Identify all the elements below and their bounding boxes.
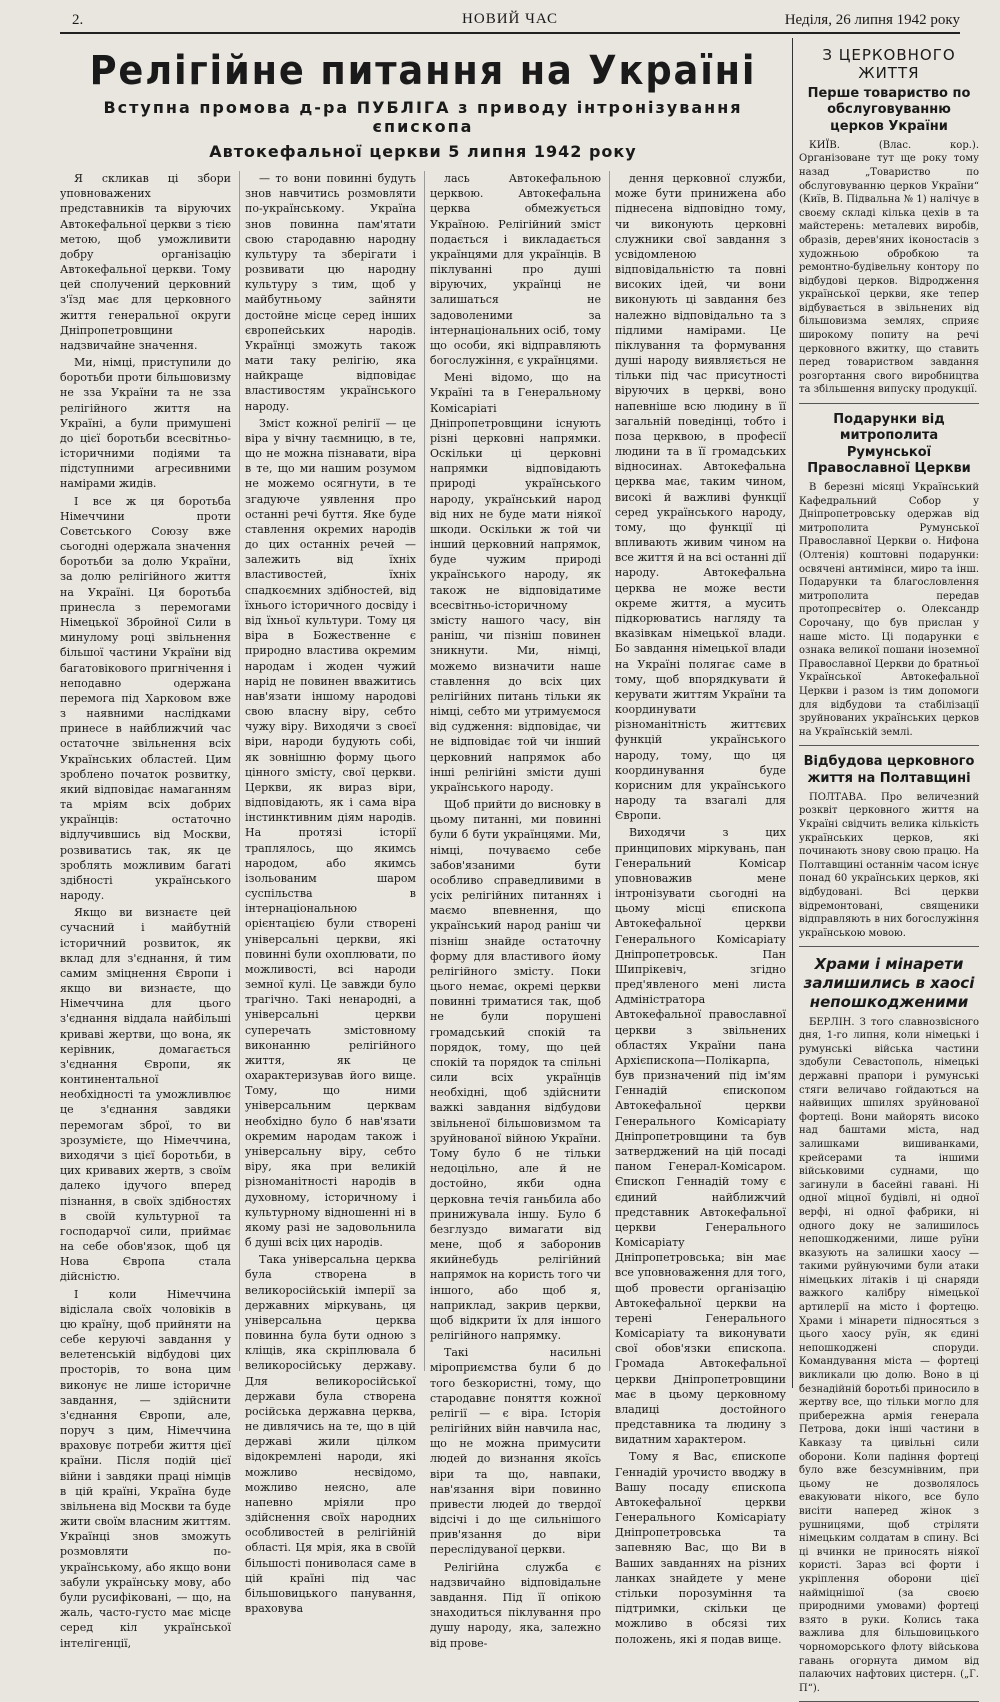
paragraph: Тому я Вас, єпископе Геннадій урочисто вводжу в Вашу посаду єпископа Автокефальної церкви Генерального Комісаріату Дніпропетровська та запевняю Вас, що Ви в Ваших завданнях на різних ланках знайдете у мене стільки порозуміння та підтримки, скільки це можливо в обсязі тих положень, які я подав вище. xyxy=(615,1450,786,1646)
article-subtitle-line2: Автокефальної церкви 5 липня 1942 року xyxy=(209,142,637,161)
article-columns xyxy=(60,171,786,1650)
news-item xyxy=(799,86,979,404)
article-column-1 xyxy=(60,171,231,1650)
news-item-title: Відбудова церковного життя на Полтавщині xyxy=(803,754,975,786)
news-item-text: В березні місяці Український Кафедральний Собор у Дніпропетровську одержав від митрополита Румунської Православної Церкви о. Нифона (Олтенія) коштовні подарунки: освячені антимінси, миро та інш. Подарунки та благословлення митрополита передав протопресвітер о. Олександр Сорочану, що був прислан у наше місто. Ці подарунки є ознака великої пошани іноземної Православної Церкви до братньої Української Автокефальної Церкви і разом із тим допомоги для відбудови та стабілізації зруйнованих українських церков на Українській землі. xyxy=(799,482,979,738)
issue-date: Неділя, 26 липня 1942 року xyxy=(784,12,960,28)
news-item-title: Перше товариство по обслуговуванню церков України xyxy=(807,86,971,134)
paragraph: Ми, німці, приступили до боротьби проти більшовизму не зза України та не зза релігійного життя на Україні, а були примушені до цієї боротьби всесвітньо-історичними подіями та підступними агресивними намірами жидів. xyxy=(60,356,231,491)
article-column-4 xyxy=(609,171,786,1646)
sidebar-rubric: З ЦЕРКОВНОГО ЖИТТЯ xyxy=(822,46,956,82)
paragraph: І все ж ця боротьба Німеччини проти Совєтського Союзу вже сьогодні одержала значення боротьби за долю України, за долю релігійного життя на Україні. Ця боротьба принесла з перемогами Німецької Збройної Сили в минулому році звільнення більшої частини України від багатовікового пригнічення і неподавно одержана перемога під Харковом вже з наявними наслідками принесе в найближчий час остаточне звільнення всіх Українських областей. Цим зроблено початок розвитку, який відповідає намаганням та мріям всіх добрих українців: остаточно відлучившись від Москви, розвиватись так, як це зроблять можливим багаті здібності українського народу. xyxy=(60,494,231,903)
article-column-2 xyxy=(239,171,416,1616)
paragraph: Релігійна служба є надзвичайно відповідальне завдання. Під її опікою знаходиться піклування про душу народу, яка, залежно від прове- xyxy=(430,1560,601,1650)
news-item-text: КИЇВ. (Влас. кор.). Організоване тут ще року тому назад „Товариство по обслуговуванню церков України“ (Київ, В. Підвальна № 1) налічує в своєму складі кілька цехів в та майстерень: металевих виробів, образів, дерев'яних іконостасів з художньою обробкою та ремонтно-будівельну контору по відбудові церков. Відродження української церкви, яке тепер відбувається в звільнених від більшовизма землях, сприяє широкому попиту на речі церковного вжитку, що ставить перед товариством завдання розгортання свого виробництва та збільшення випуску продукції. xyxy=(799,139,979,396)
news-item xyxy=(799,754,979,947)
article-title: Релігійне питання на Україні xyxy=(89,48,757,94)
paragraph: І коли Німеччина відіслала своїх чоловіків в цю країну, щоб прийняти на себе керуючі завдання у велетенській відбудові цих просторів, то вона цим виконує не лише історичне завдання, — здійснити з'єднання Європи, але, поруч з цим, Німеччина враховує потреби життя цієї країни. Після подій цієї війни і завдяки праці німців в цій країні, Україна буде звільнена від Москви та буде жити своїм власним життям. Українці знов зможуть розмовляти по-українському, або якщо вони забули українську мову, або були русифіковані, — що, на жаль, часто-густо має місце серед кіл української інтелігенції, xyxy=(60,1287,231,1650)
paragraph: Виходячи з цих принципових міркувань, пан Генеральний Комісар уповноважив мене інтронізувати сьогодні на цьому місці єпископа Автокефальної церкви Генерального Комісаріату Дніпропетровськ. Пан Шипрікевіч, згідно пред'явленого мені листа Адміністратора Автокефальної православної церкви з звільнених областях України пана Архієпископа—Полікарпа, був призначений під ім'ям Геннадій єпископом Автокефальної церкви Генерального Комісаріату Дніпропетровщини та був затверджений на цій посаді паном Генерал-Комісаром. Єпископ Геннадій тому є єдиний найближчий представник Автокефальної церкви Генерального Комісаріату Дніпропетровська; він має все уповноваження для того, щоб провести організацію Автокефальної церкви на терені Генерального Комісаріату та виконувати свої обов'язки єпископа. Громада Автокефальної церкви Дніпропетровщини має в цьому церковному владиці достойного представника та людину з видатним характером. xyxy=(615,826,786,1447)
paragraph: Така універсальна церква була створена в великоросійській імперії за державних міркувань, ця універсальна церква повинна була бути одною з кліщів, яка скріплювала б великоросійську державу. Для великоросійської держави була створена російська державна церква, не дивлячись на те, що в цій державі жили цілком відокремлені народи, які можливо несвідомо, можливо неясно, але напевно мріяли про здійснення своїх народних особливостей в релігійній області. Ця мрія, яка в своїй більшості пониволася саме в цій країні під час більшовицького панування, враховува xyxy=(245,1253,416,1616)
news-item-text: БЕРЛІН. З того славнозвісного дня, 1-го липня, коли німецькі і румунські війська частини здобули Севастополь, німецькі державні прапори і румунські стяги величаво гойдаються на найвищих шпилях зруйнованої фортеці. Вони майорять високо над баштами міста, над залишками вишиванками, крейсерами та іншими військовими суднами, що загинули в басейні гавані. Ні одної міцної будівлі, ні одної верфі, ні одної фабрики, ні одного доку не залишилось непошкодженими, лише руїни вказують на залишки хаосу — такими руйнуючими були атаки німецьких літаків і ці снаряди важкого калібру німецької артилерії на місто і фортецю. Храми і мінарети підносяться з цього хаосу руїн, як єдині непошкоджені споруди. Командування міста — фортеці викликали цю долю. Воно в ці безнадійній боротьбі приносило в жертву все, що тільки могло для прибережна армія генерала Петрова, доки інші частини в Кавказу та цивільні сили оборони. Коли падіння фортеці було вже безсумнівним, при цьому не дозволялось евакуювати нікого, все було висіти наперед жінок з рушницями, щоб стріляти німецьким солдатам в спину. Всі ці вчинки не приносять ніякої користі. Зараз всі форти і укріплення оборони цієї найміцнішої (за своєю природними умовами) фортеці взято в руки. Колись така важлива для більшовицького чорноморського флоту військова гавань огорнута димом від палаючих нафтових цистерн. („Г. П“). xyxy=(799,1016,979,1694)
paragraph: Такі насильні міроприємства були б до того безкористні, тому, що стародавнє поняття кожної релігії — є віра. Історія релігійних війн навчила нас, що не можна примусити людей до визнання якоїсь віри та що, навпаки, нав'язання віри повинно привести людей до твердої відсічі і до ще сильнішого прив'язання до віри переслідуваної церкви. xyxy=(430,1346,601,1557)
page-number: 2. xyxy=(72,12,84,28)
sidebar-church-news xyxy=(792,38,979,1694)
newspaper-name: НОВИЙ ЧАС xyxy=(462,11,558,27)
news-item xyxy=(799,955,979,1702)
main-article xyxy=(60,38,786,1650)
article-column-3 xyxy=(424,171,601,1650)
paragraph: Мені відомо, що на Україні та в Генеральному Комісаріаті Дніпропетровщини існують різні церковні напрямки. Оскільки ці церковні напрямки відповідають природі українського народу, український народ від них не буде мати ніякої шкоди. Оскільки ж той чи інший церковний напрямок, буде чужим природі українського народу, як також не відповідатиме всесвітньо-історичному змісту нашого часу, він раніш, чи пізніш повинен зникнути. Ми, німці, можемо визначити наше ставлення до всіх цих релігійних питань тільки як німці, себто ми утримуємося від судження: відповідає, чи не відповідає той чи інший церковний напрямок або інші релігійні змісти душі українського народу. xyxy=(430,371,601,794)
paragraph: — то вони повинні будуть знов навчитись розмовляти по-українському. Україна знов повинна пам'ятати свою стародавню народну культуру та зберігати і розвивати цю народну культуру з тим, щоб у майбутньому зайняти достойне місце серед інших європейських народів. Українці зможуть також мати таку релігію, яка найкраще відповідає властивостям українського народу. xyxy=(245,172,416,413)
news-item-title: Храми і мінарети залишились в хаосі непошкодженими xyxy=(803,955,975,1011)
news-item-text: ПОЛТАВА. Про величезний розквіт церковного життя на Україні свідчить велика кількість українських церков, які починають знову свою працю. На Полтавщині останнім часом існує понад 60 українських церков, які відбудовані. Всі церкви відремонтовані, священики відправляють в них богослужіння українською мовою. xyxy=(799,791,979,939)
paragraph: лась Автокефальною церквою. Автокефальна церква обмежується Україною. Релігійний зміст подається і викладається українцями для українців. В піклуванні про душі віруючих, українці не залишаться не задоволеними за інтернаціональних осіб, тому що особи, які відправляють богослужіння, є українцями. xyxy=(430,172,601,368)
news-item xyxy=(799,412,979,746)
paragraph: Щоб прийти до висновку в цьому питанні, ми повинні були б бути українцями. Ми, німці, почуваємо себе забов'язаними бути особливо справедливими в усіх релігійних питаннях і маємо впевнення, що український народ раніш чи пізніш знайде остаточну форму для властивого йому релігійного змісту. Поки цього немає, окремі церкви повинні триматися так, щоб не були порушені громадський спокій та порядок, тому, що цей спокій та порядок та спільні сили всіх українців необхідні, щоб здійснити важкі завдання відбудови звільненої більшовизмом та зруйнованої війною України. Тому було б не тільки недоцільно, але й не достойно, якби одна церковна течія ганьбила або принижувала іншу. Було б безглуздо вимагати від мене, щоб я заборонив якийнебудь релігійний напрямок на користь того чи іншого, або щоб я, наприклад, закрив церкви, щоб відкрити їх для іншого релігійного напрямку. xyxy=(430,798,601,1343)
page-header xyxy=(60,8,960,34)
paragraph: Зміст кожної релігії — це віра у вічну таємницю, в те, що не можна пізнавати, віра в те, що ми нашим розумом не можемо осягнути, в те згадуюче уявлення про останні речі буття. Яке буде ставлення окремих народів до цих останніх речей — залежить від їхніх властивостей, їхніх спадкоємних здібностей, від їхнього історичного досвіду і від їхньої культури. Тому ця віра в Божественне є природно властива окремим народам і жоден чужий нарід не повинен вважитись нав'язати іншому народові свою власну віру, себто чужу віру. Виходячи з своєї віри, народи будують собі, як зовнішню форму цього цінного змісту, свої церкви. Церкви, як вираз віри, відповідають, як і сама віра інстинктивним діям народів. На протязі історії траплялось, що якимсь народом, або якимсь ізольованим шаром суспільства в інтернаціональною орієнтацією були створені універсальні церкви, які повинні були охоплювати, по можливості, всі народи земної кулі. Це завжди було трагічно. Такі ненародні, а універсальні церкви суперечать змістовному виконанню релігійного життя, як це охарактеризував його вище. Тому, що ними універсальним церквам необхідно було б нав'язати окремим народам також і універсальну віру, себто віру, яка при великій різноманітності народів в духовному, історичному і культурному відношенні ні в якому разі не задовольнила б душі всіх цих народів. xyxy=(245,416,416,1250)
article-subtitle-line1: Вступна промова д-ра ПУБЛІГА з приводу інтронізування єпископа xyxy=(103,98,743,136)
paragraph: дення церковної служби, може бути принижена або піднесена відповідно тому, чи виконують церковні служники свої завдання з усвідомленою відповідальністю та повні високих ідей, чи вони виконують ці завдання без належно відповідально та з підлими намірами. Це піклування та формування душі народу виявляється не тільки під час присутності віруючих в церкві, воно напевніше всю людину в її загальній поведінці, тобто і поза церквою, в професії людини та в її громадських відносинах. Автокефальна церква має, таким чином, високі й важливі функції серед українського народу, тому, що функції ці впливають живим чином на все життя й на всі останні дії народу. Автокефальна церква не може вести окреме життя, а мусить підкорюватись нагляду та вказівкам німецької влади. Бо завдання німецької влади на Україні полягає саме в тому, щоб впорядкувати й керувати життям України та координувати різноманітність життєвих функцій українського народу, тому, що ця координування буде корисним для українського народу та взагалі для Європи. xyxy=(615,172,786,823)
paragraph: Я скликав ці збори уповноважених представників та віруючих Автокефальної церкви з тією метою, щоб уможливити добру організацію Автокефальної церкви. Тому цей сполучений церковний з'їзд має для церковного життя генеральної округи Дніпропетровщини надзвичайне значення. xyxy=(60,172,231,352)
paragraph: Якщо ви визнаєте цей сучасний і майбутній історичний розвиток, як вклад для з'єднання, й тим самим зміцнення Європи і якщо ви визнаєте, що Німеччина для цього з'єднання віддала найбільші криваві жертви, що вона, як керівник, домагається з'єднання Європи, як континентальної необхідності та уможливлює це з'єднання завдяки перемогам зброї, то ви зрозумієте, що Німеччина, виходячи з цієї боротьби, в цих кривавих жертв, з своїм далеко ідучого вперед пізнання, в своїх здібностях в своїй культурної та господарчої сили, приймає на себе обов'язок, щоб ця Нова Європа стала дійсністю. xyxy=(60,906,231,1284)
news-item-title: Подарунки від митрополита Румунської Православної Церкви xyxy=(807,412,971,476)
